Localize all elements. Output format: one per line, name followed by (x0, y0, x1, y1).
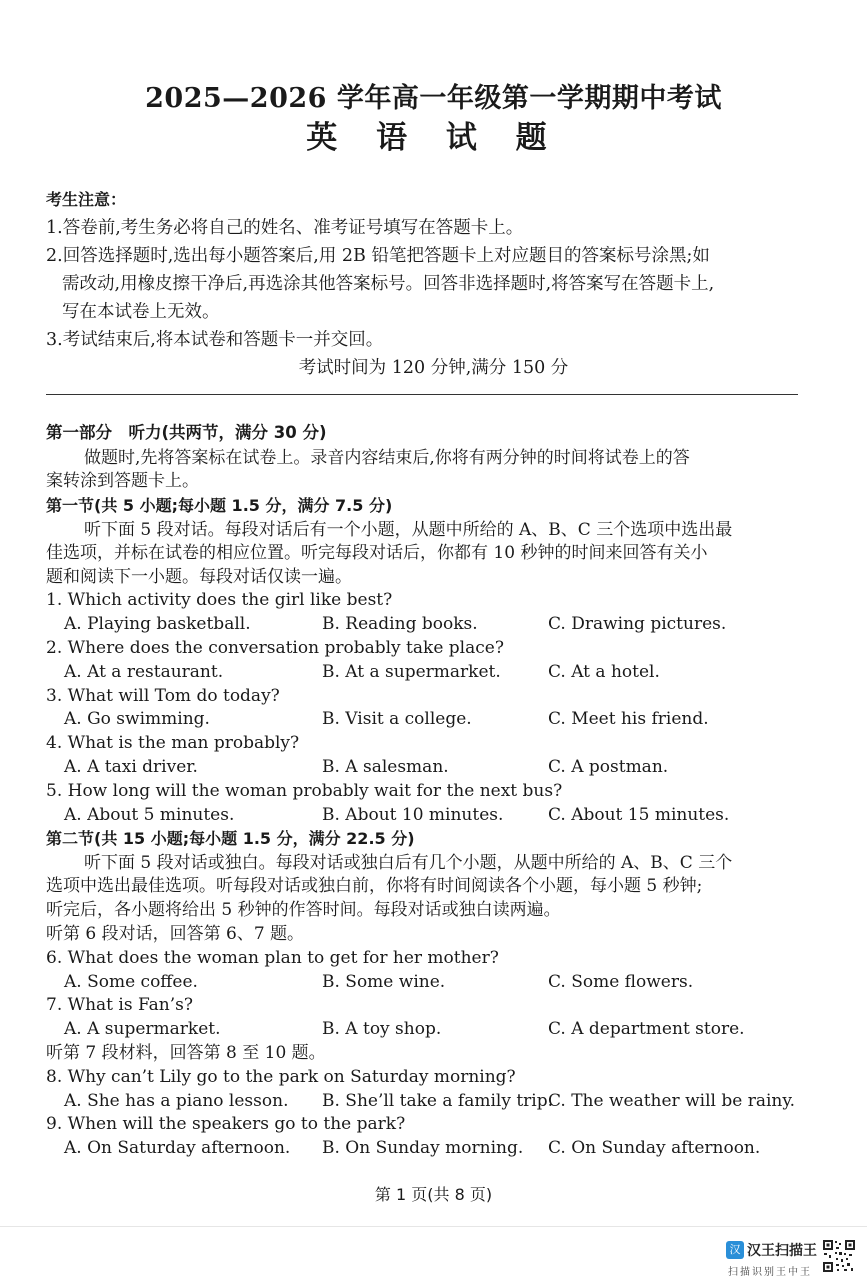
section-1-intro-line-3: 题和阅读下一小题。每段对话仅读一遍。 (46, 566, 352, 587)
question-block (46, 1066, 806, 1114)
question-block (46, 732, 806, 780)
option-b: B. Some wine. (322, 971, 446, 992)
option-a: A. A taxi driver. (64, 756, 198, 777)
section-1-intro-line-1: 听下面 5 段对话。每段对话后有一个小题，从题中所给的 A、B、C 三个选项中选出最 (84, 519, 733, 540)
scanner-watermark (726, 1239, 856, 1281)
question-4: 4. What is the man probably? (46, 733, 300, 754)
option-c: C. Meet his friend. (548, 709, 709, 730)
options-5 (46, 804, 806, 828)
candidate-notice (46, 186, 806, 354)
option-a: A. At a restaurant. (64, 661, 224, 682)
exam-title: 2025—2026 学年高一年级第一学期期中考试 (145, 83, 722, 114)
question-block (46, 589, 806, 637)
question-9: 9. When will the speakers go to the park? (46, 1114, 406, 1135)
question-3: 3. What will Tom do today? (46, 685, 280, 706)
option-b: B. She’ll take a family trip. (322, 1090, 554, 1111)
part-1-intro-line-2: 案转涂到答题卡上。 (46, 471, 199, 491)
options-7 (46, 1018, 806, 1042)
question-6: 6. What does the woman plan to get for her mother? (46, 947, 499, 968)
option-c: C. Some flowers. (548, 971, 694, 992)
question-8: 8. Why can’t Lily go to the park on Saturday morning? (46, 1066, 516, 1087)
part-1-intro-line-1: 做题时,先将答案标在试卷上。录音内容结束后,你将有两分钟的时间将试卷上的答 (84, 448, 690, 468)
footer-divider (0, 1226, 867, 1227)
options-1 (46, 613, 806, 637)
exam-time-info: 考试时间为 120 分钟,满分 150 分 (298, 358, 569, 378)
section-2-intro-line-3: 听完后，各小题将给出 5 秒钟的作答时间。每段对话或独白读两遍。 (46, 900, 561, 921)
section-2-intro-line-2: 选项中选出最佳选项。听每段对话或独白前，你将有时间阅读各个小题，每小题 5 秒钟; (46, 876, 703, 897)
scanner-tagline: 扫描识别王中王 (728, 1267, 812, 1278)
question-block (46, 685, 806, 733)
options-8 (46, 1090, 806, 1114)
question-1: 1. Which activity does the girl like best? (46, 590, 393, 611)
options-2 (46, 661, 806, 685)
option-c: C. Drawing pictures. (548, 614, 727, 635)
option-c: C. On Sunday afternoon. (548, 1138, 761, 1159)
option-a: A. Playing basketball. (64, 614, 251, 635)
option-c: C. At a hotel. (548, 661, 660, 682)
question-block (46, 947, 806, 995)
section-2-intro-line-1: 听下面 5 段对话或独白。每段对话或独白后有几个小题，从题中所给的 A、B、C 三个 (84, 853, 733, 874)
part-1-heading: 第一部分 听力(共两节，满分 30 分) (46, 423, 327, 442)
notice-item-2-line-3: 写在本试卷上无效。 (62, 302, 220, 322)
option-c: C. The weather will be rainy. (548, 1090, 796, 1111)
scanner-logo-icon: 汉 (726, 1241, 744, 1259)
question-5: 5. How long will the woman probably wait for the next bus? (46, 780, 563, 801)
option-b: B. Visit a college. (322, 709, 472, 730)
question-7: 7. What is Fan’s? (46, 995, 193, 1016)
scanner-name: 汉王扫描王 (747, 1243, 817, 1259)
option-a: A. Some coffee. (64, 971, 198, 992)
notice-item-2-line-2: 需改动,用橡皮擦干净后,再选涂其他答案标号。回答非选择题时,将答案写在答题卡上, (62, 274, 715, 294)
notice-heading: 考生注意： (46, 190, 127, 209)
option-a: A. On Saturday afternoon. (64, 1138, 291, 1159)
group-6-instruction: 听第 6 段对话，回答第 6、7 题。 (46, 923, 305, 944)
qr-code-icon (822, 1239, 856, 1273)
page-number: 第 1 页(共 8 页) (374, 1185, 493, 1204)
divider (46, 394, 798, 395)
option-b: B. Reading books. (322, 614, 478, 635)
option-b: B. On Sunday morning. (322, 1138, 524, 1159)
option-b: B. A toy shop. (322, 1019, 442, 1040)
notice-item-3: 3.考试结束后,将本试卷和答题卡一并交回。 (46, 330, 384, 350)
question-block (46, 994, 806, 1042)
option-a: A. A supermarket. (64, 1019, 221, 1040)
options-9 (46, 1137, 806, 1161)
options-6 (46, 971, 806, 995)
group-7-instruction: 听第 7 段材料，回答第 8 至 10 题。 (46, 1042, 326, 1063)
exam-subject-title: 英 语 试 题 (306, 120, 561, 156)
option-b: B. At a supermarket. (322, 661, 501, 682)
option-c: C. About 15 minutes. (548, 804, 730, 825)
question-block (46, 1113, 806, 1161)
question-2: 2. Where does the conversation probably take place? (46, 637, 504, 658)
option-a: A. About 5 minutes. (64, 804, 235, 825)
option-c: C. A department store. (548, 1019, 745, 1040)
option-c: C. A postman. (548, 756, 669, 777)
option-b: B. About 10 minutes. (322, 804, 504, 825)
notice-item-1: 1.答卷前,考生务必将自己的姓名、准考证号填写在答题卡上。 (46, 218, 524, 238)
options-3 (46, 708, 806, 732)
option-a: A. She has a piano lesson. (64, 1090, 289, 1111)
section-1-intro-line-2: 佳选项，并标在试卷的相应位置。听完每段对话后，你都有 10 秒钟的时间来回答有关小 (46, 542, 708, 563)
option-b: B. A salesman. (322, 756, 449, 777)
question-block (46, 780, 806, 828)
question-block (46, 637, 806, 685)
option-a: A. Go swimming. (64, 709, 210, 730)
notice-item-2-line-1: 2.回答选择题时,选出每小题答案后,用 2B 铅笔把答题卡上对应题目的答案标号涂黑;如 (46, 246, 710, 266)
section-2-heading: 第二节(共 15 小题;每小题 1.5 分，满分 22.5 分) (46, 829, 415, 849)
exam-content (46, 420, 806, 1161)
section-1-heading: 第一节(共 5 小题;每小题 1.5 分，满分 7.5 分) (46, 495, 393, 515)
options-4 (46, 756, 806, 780)
